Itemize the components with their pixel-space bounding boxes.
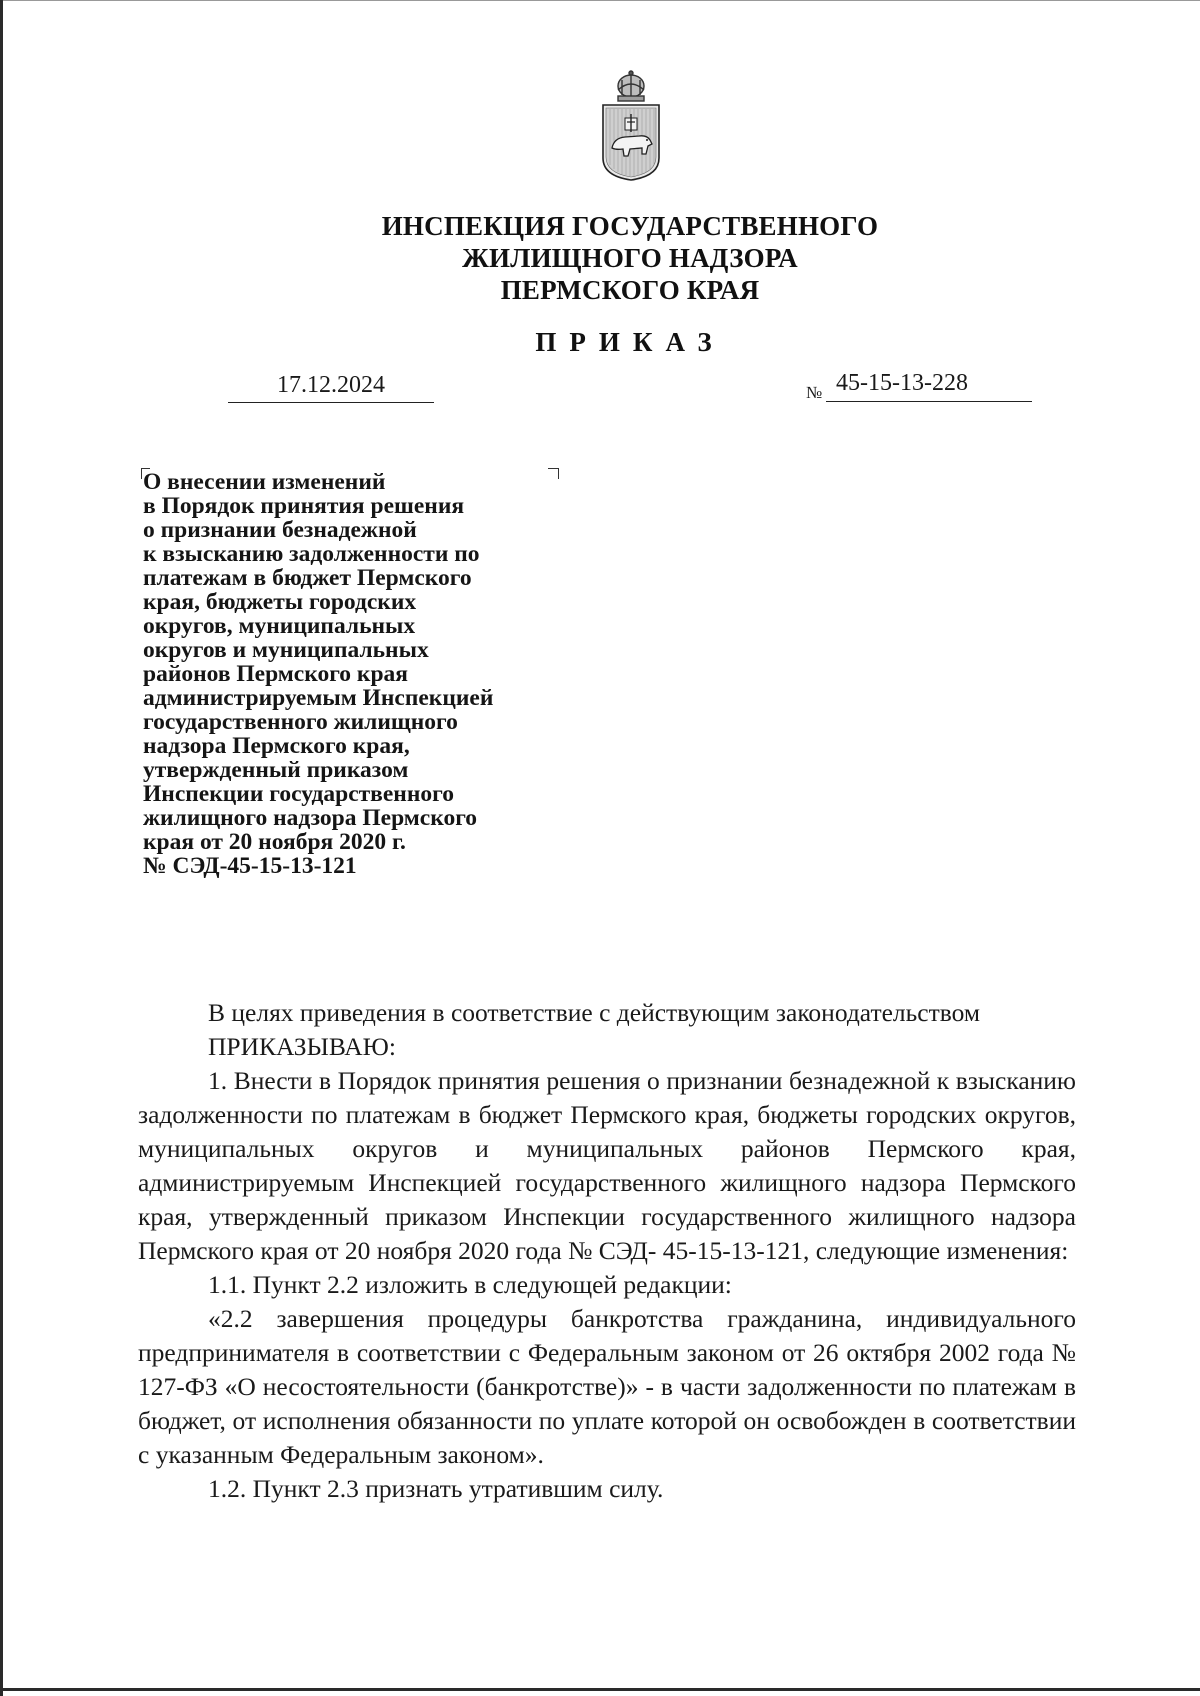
coat-of-arms-emblem bbox=[592, 70, 670, 182]
order-date: 17.12.2024 bbox=[228, 368, 434, 403]
order-subject-block bbox=[143, 470, 583, 878]
shield-icon bbox=[603, 105, 659, 180]
authority-name-line-3: ПЕРМСКОГО КРАЯ bbox=[500, 275, 760, 305]
subject-line: округов и муниципальных bbox=[143, 637, 429, 663]
page-edge-left bbox=[0, 0, 3, 1696]
subject-line: жилищного надзора Пермского bbox=[143, 805, 478, 831]
authority-name-line-1: ИНСПЕКЦИЯ ГОСУДАРСТВЕННОГО bbox=[381, 211, 879, 241]
page-edge-bottom bbox=[0, 1688, 1200, 1691]
subject-line: округов, муниципальных bbox=[143, 613, 416, 639]
order-number: 45-15-13-228 bbox=[826, 366, 1032, 402]
subject-line: районов Пермского края bbox=[143, 661, 409, 687]
subject-line: края от 20 ноября 2020 г. bbox=[143, 829, 406, 855]
subject-line: в Порядок принятия решения bbox=[143, 493, 465, 519]
page-edge-top bbox=[0, 0, 1200, 1]
clause-1-1: 1.1. Пункт 2.2 изложить в следующей редакции: bbox=[208, 1270, 732, 1299]
subject-line: Инспекции государственного bbox=[143, 781, 454, 807]
authority-name-line-2: ЖИЛИЩНОГО НАДЗОРА bbox=[462, 243, 798, 273]
subject-line: утвержденный приказом bbox=[143, 757, 409, 783]
clause-2-2-quote: «2.2 завершения процедуры банкротства гражданина, индивидуального предпринимателя в соответствии с Федеральным законом от 26 октября 2002 года № 127-ФЗ «О несостоятельности (банкротстве)» - в части задолженности по платежам в бюджет, от исполнения обязанности по уплате которой он освобожден в соответствии с указанным Федеральным законом». bbox=[138, 1304, 1076, 1469]
document-type-title: ПРИКАЗ bbox=[535, 327, 725, 357]
crown-icon bbox=[618, 71, 644, 101]
subject-line: платежам в бюджет Пермского bbox=[143, 565, 472, 591]
intro-paragraph: В целях приведения в соответствие с действующим законодательством bbox=[208, 998, 981, 1027]
subject-line: к взысканию задолженности по bbox=[143, 541, 480, 567]
order-body bbox=[138, 996, 1076, 1506]
subject-line: государственного жилищного bbox=[143, 709, 458, 735]
clause-1: 1. Внести в Порядок принятия решения о признании безнадежной к взысканию задолженности по платежам в бюджет Пермского края, бюджеты городских округов, муниципальных округов и муниципальных районов Пермского края, администрируемым Инспекцией государственного жилищного надзора Пермского края, утвержденный приказом Инспекции государственного жилищного надзора Пермского края от 20 ноября 2020 года № СЭД- 45-15-13-121, следующие изменения: bbox=[138, 1066, 1076, 1265]
number-sign: № bbox=[806, 383, 823, 402]
subject-line: надзора Пермского края, bbox=[143, 733, 410, 759]
subject-line: О внесении изменений bbox=[143, 469, 386, 495]
subject-line: о признании безнадежной bbox=[143, 517, 417, 543]
subject-line: № СЭД-45-15-13-121 bbox=[143, 853, 357, 879]
clause-1-2: 1.2. Пункт 2.3 признать утратившим силу. bbox=[208, 1474, 664, 1503]
subject-line: края, бюджеты городских bbox=[143, 589, 417, 615]
order-word: ПРИКАЗЫВАЮ: bbox=[208, 1032, 396, 1061]
subject-line: администрируемым Инспекцией bbox=[143, 685, 494, 711]
issuing-authority-header bbox=[300, 210, 960, 306]
